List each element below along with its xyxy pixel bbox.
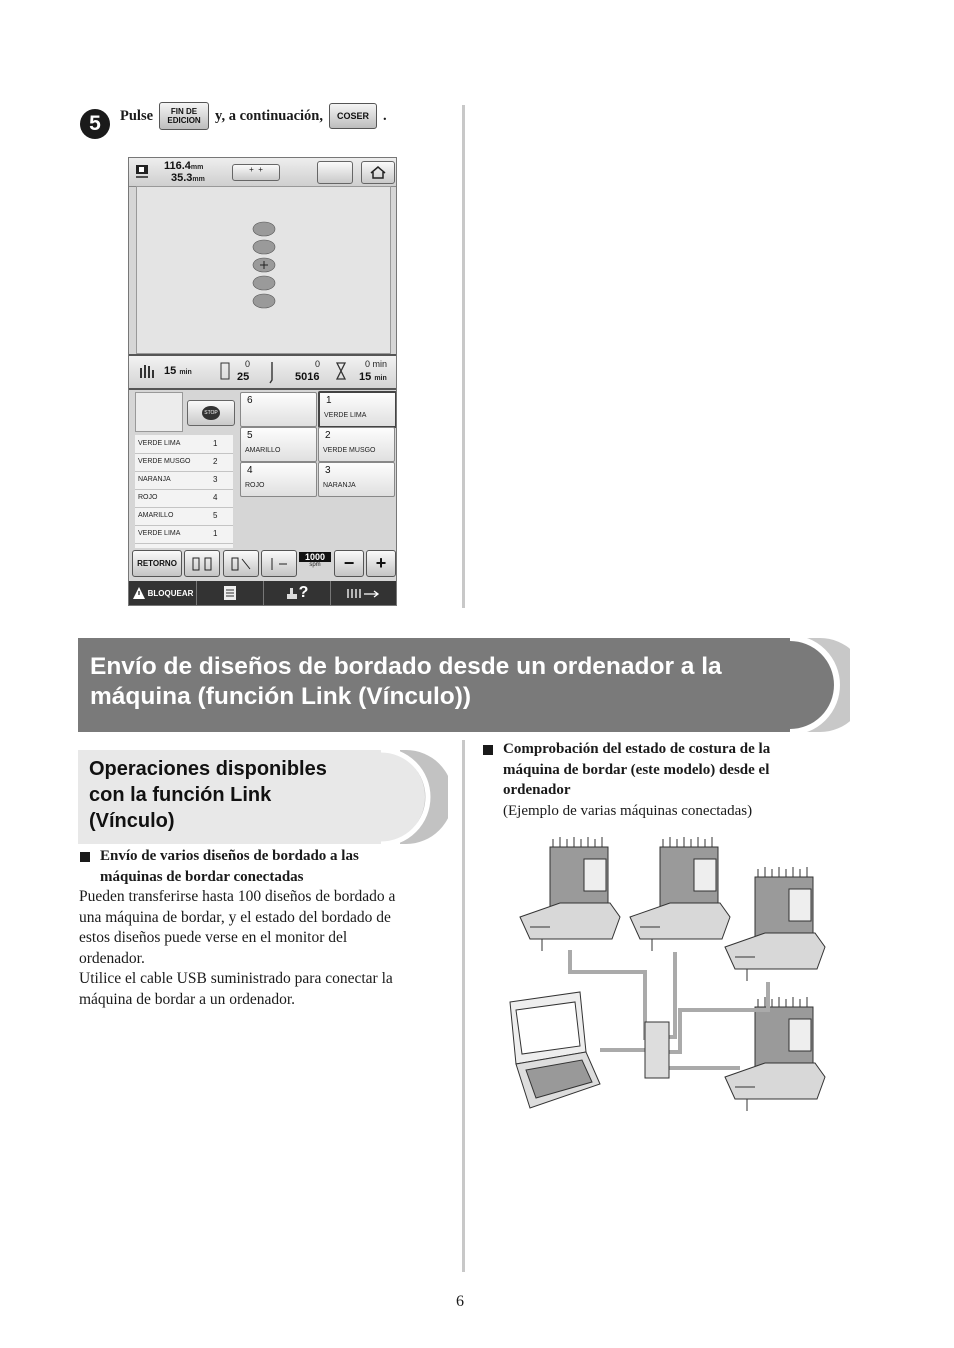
retorno-button[interactable]: RETORNO xyxy=(132,550,182,577)
machine-4 xyxy=(725,997,825,1111)
thread-change-button[interactable] xyxy=(184,550,220,577)
embroidery-design-preview xyxy=(137,187,390,353)
color-sequence-list xyxy=(135,435,233,548)
needle-6-cell[interactable]: 6 xyxy=(240,392,317,427)
checklist-icon xyxy=(223,585,237,601)
sewing-status-bar: 15 min 0 25 0 5016 0 min 15 min xyxy=(129,354,396,390)
connected-machines-illustration xyxy=(500,832,830,1117)
bullet-square-left xyxy=(80,852,90,862)
warning-icon xyxy=(132,586,146,600)
home-button[interactable] xyxy=(361,161,395,184)
speed-display: 1000 spm xyxy=(299,552,331,574)
stop-needle-button[interactable] xyxy=(187,400,235,426)
column-divider-top xyxy=(462,105,465,608)
step-number-badge: 5 xyxy=(80,109,110,139)
thread-spool-icon xyxy=(219,361,231,381)
needle-bar-button[interactable] xyxy=(330,581,397,605)
tension-icon xyxy=(267,556,291,572)
laptop xyxy=(510,992,600,1108)
bloquear-button[interactable]: BLOQUEAR xyxy=(129,581,197,605)
needle-1-cell[interactable]: 1 VERDE LIMA xyxy=(318,391,397,428)
needle-4-cell[interactable]: 4 ROJO xyxy=(240,462,317,497)
stop-icon: STOP xyxy=(202,406,220,420)
machine-1 xyxy=(520,837,620,951)
display-mode-button[interactable] xyxy=(317,161,353,184)
needle-3-cell[interactable]: 3 NARANJA xyxy=(318,462,395,497)
left-body-text: Pueden transferirse hasta 100 diseños de bordado a una máquina de bordar, y el estado del bordado de estos diseños puede verse en el monitor del ordenador. Utilice el cable USB suministrado para conectar la máquina de bordar a un ordenador. xyxy=(79,888,396,1008)
list-item[interactable]: VERDE MUSGO 2 xyxy=(135,453,233,472)
step-text-prefix: Pulse xyxy=(120,107,154,124)
machine-2 xyxy=(630,837,730,951)
embroidery-preview-area xyxy=(136,186,391,354)
frame-preview-button[interactable]: + + xyxy=(232,164,280,181)
list-item[interactable]: ROJO 4 xyxy=(135,489,233,508)
thread-trim-button[interactable] xyxy=(223,550,259,577)
hand-time-icon xyxy=(137,362,155,380)
speed-minus-button[interactable]: − xyxy=(334,550,364,577)
section-title: Operaciones disponibles con la función Link (Vínculo) xyxy=(89,758,327,832)
right-subheading: Comprobación del estado de costura de la máquina de bordar (este modelo) desde el ordenador xyxy=(503,741,771,798)
fin-de-edicion-key-image: FIN DE EDICION xyxy=(159,102,209,130)
tension-button[interactable] xyxy=(261,550,297,577)
thread-trim-icon xyxy=(230,556,252,572)
list-item[interactable]: NARANJA 3 xyxy=(135,471,233,490)
list-item[interactable]: VERDE LIMA 1 xyxy=(135,525,233,544)
checklist-button[interactable] xyxy=(196,581,264,605)
screen-top-bar: 116.4mm 35.3mm + + xyxy=(129,158,396,187)
speed-plus-button[interactable]: + xyxy=(366,550,396,577)
usb-hub xyxy=(645,1022,669,1078)
bullet-square-right xyxy=(483,745,493,755)
hourglass-icon xyxy=(335,361,347,381)
coser-key-image: COSER xyxy=(329,103,377,129)
frame-size-icon xyxy=(135,164,153,180)
list-item[interactable]: VERDE LIMA 1 xyxy=(135,435,233,454)
list-item[interactable]: AMARILLO 5 xyxy=(135,507,233,526)
needle-5-cell[interactable]: 5 AMARILLO xyxy=(240,427,317,462)
machine-screen xyxy=(128,157,397,606)
chapter-title: Envío de diseños de bordado desde un ordenador a la máquina (función Link (Vínculo)) xyxy=(90,653,722,710)
step-instruction xyxy=(120,102,387,130)
column-divider-bottom xyxy=(462,740,465,1272)
figure-caption: (Ejemplo de varias máquinas conectadas) xyxy=(503,803,753,819)
page-number: 6 xyxy=(456,1293,464,1310)
home-icon xyxy=(362,162,394,183)
machine-3 xyxy=(725,867,825,981)
step-text-suffix: . xyxy=(383,107,387,124)
needle-bar-move-icon xyxy=(346,586,380,600)
step-text-middle: y, a continuación, xyxy=(215,107,323,124)
machine-help-icon xyxy=(285,586,299,600)
thread-image-box xyxy=(135,392,183,432)
help-button[interactable]: ? xyxy=(263,581,331,605)
left-subheading: Envío de varios diseños de bordado a las máquinas de bordar conectadas xyxy=(100,848,359,885)
needle-2-cell[interactable]: 2 VERDE MUSGO xyxy=(318,427,395,462)
screen-footer xyxy=(129,581,396,605)
thread-change-icon xyxy=(191,556,213,572)
needle-icon xyxy=(267,360,277,384)
